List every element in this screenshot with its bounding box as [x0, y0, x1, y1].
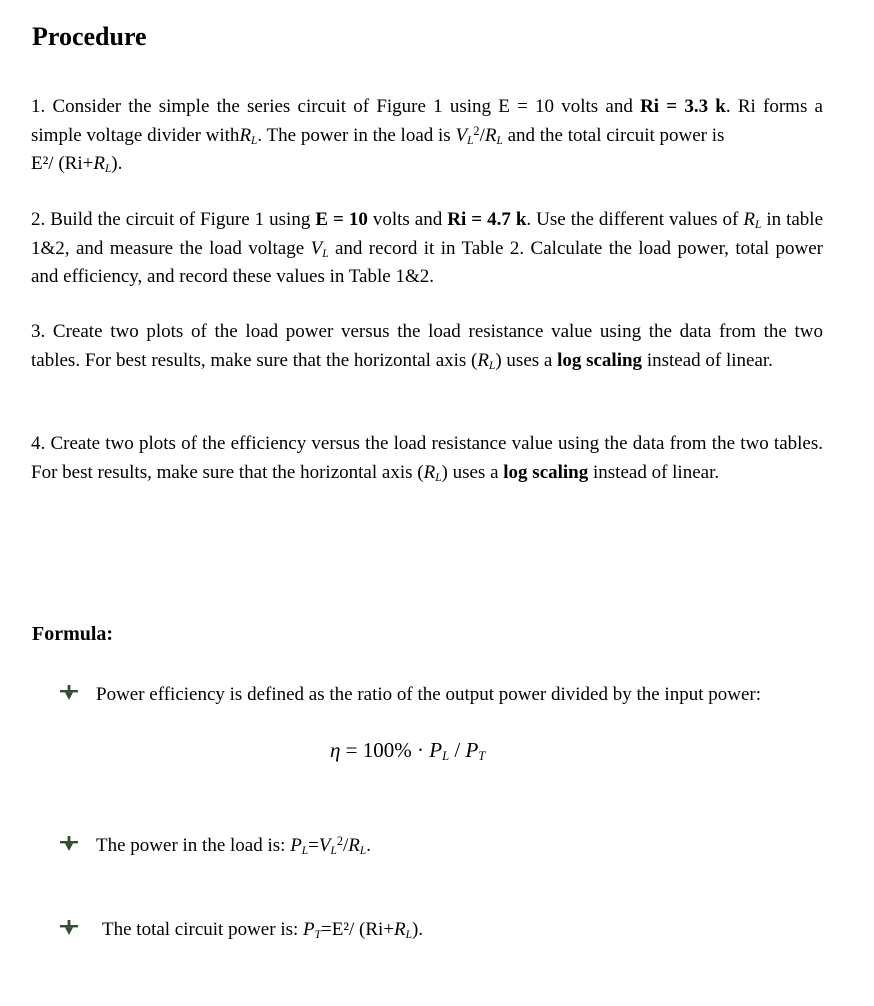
- formula-heading: Formula:: [32, 623, 114, 645]
- bullet-total-power-text: The total circuit power is: $P_T=E^2/$ $(Ri+R_L)$.: [102, 919, 424, 941]
- step-4: 4. Create two plots of the efficiency versus the load resistance value using the data from the two tables. For best results, make sure that the horizontal axis $(R_L)$ uses a log scaling instead of linear.: [31, 433, 823, 484]
- page-title: Procedure: [32, 22, 147, 51]
- down-arrow-icon: [58, 684, 80, 706]
- bullet-efficiency: [58, 681, 778, 741]
- step-3: 3. Create two plots of the load power versus the load resistance value using the data from the two tables. For best results, make sure that the horizontal axis $(R_L)$ uses a log scaling instead of linear.: [31, 321, 823, 372]
- bullet-load-power: [58, 832, 778, 862]
- efficiency-equation: $\eta = 100\% \cdot P_L / P_T$: [330, 738, 486, 764]
- bullet-total-power: [58, 916, 778, 946]
- bullet-load-power-text: The power in the load is: $P_L=V_L^2/R_L$.: [96, 833, 371, 857]
- down-arrow-icon: [58, 919, 80, 941]
- step-2: 2. Build the circuit of Figure 1 using E = 10 volts and Ri = 4.7 k. Use the different values of $R_L$ in table 1&2, and measure the load voltage $V_L$ and record it in Table 2. Calculate the load power, total power and efficiency, and record these values in Table 1&2.: [31, 209, 824, 287]
- bullet-efficiency-text: Power efficiency is defined as the ratio of the output power divided by the input power:: [96, 684, 761, 705]
- down-arrow-icon: [58, 835, 80, 857]
- step-1: 1. Consider the simple the series circuit of Figure 1 using E = 10 volts and Ri = 3.3 k. Ri forms a simple voltage divider withR$_L$. The power in the load is $V_L^2/R_L$ and the total circuit power is E²/ $(Ri+R_L)$.: [31, 96, 823, 175]
